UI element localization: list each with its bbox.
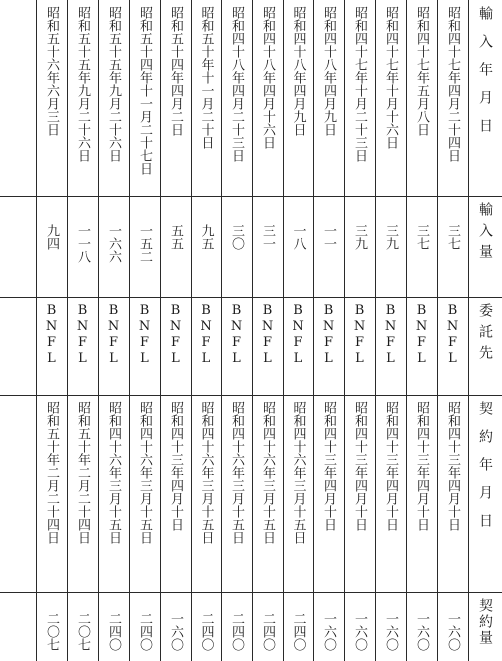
contract-date-cell [375,401,406,590]
consignee-cell [283,303,313,393]
import-date: 昭和五十四年十一月二十七日 [137,6,152,175]
contract-volume: 二四〇 [290,612,306,651]
import-volume-cell [375,202,406,295]
contract-date-cell [221,401,252,590]
contract-date-cell [129,401,160,590]
import-date-cell [344,6,375,194]
consignee: BNFL [414,303,429,367]
consignee-cell [221,303,252,393]
row-divider [0,196,502,197]
import-volume-cell [98,202,129,295]
import-date-cell [252,6,283,194]
consignee-cell [191,303,221,393]
import-volume: 九五 [198,224,214,250]
import-date: 昭和四十八年四月二十三日 [229,6,244,162]
import-date: 昭和四十七年十月十六日 [383,6,398,149]
contract-volume: 一六〇 [383,612,398,651]
contract-date-cell [160,401,191,590]
contract-volume-cell [283,598,313,659]
import-date: 昭和四十七年五月八日 [414,6,429,136]
import-date: 昭和四十八年四月九日 [290,6,306,136]
contract-date: 昭和四十六年三月十五日 [229,401,244,544]
import-date-cell [191,6,221,194]
contract-date-cell [313,401,344,590]
consignee-cell [406,303,437,393]
consignee-cell [67,303,98,393]
contract-date: 昭和四十三年四月十日 [414,401,429,531]
import-date-cell [160,6,191,194]
import-volume: 一一 [321,224,336,250]
consignee-cell [252,303,283,393]
contract-date-cell [283,401,313,590]
contract-date: 昭和四十三年四月十日 [383,401,398,531]
contract-volume: 一六〇 [352,612,367,651]
import-volume: 五五 [168,224,183,250]
contract-volume-cell [67,598,98,659]
contract-volume-cell [252,598,283,659]
import-volume: 一五二 [137,224,152,263]
import-date: 昭和四十七年十月二十三日 [352,6,367,162]
import-volume-cell [129,202,160,295]
contract-volume-cell [344,598,375,659]
import-date-cell [406,6,437,194]
contract-volume-cell [191,598,221,659]
contract-volume-cell [98,598,129,659]
consignee: BNFL [106,303,121,367]
contract-date: 昭和五十年二月二十四日 [44,401,59,544]
header-import-date: 輸入年月日 [477,6,493,146]
contract-volume: 一六〇 [414,612,429,651]
contract-date: 昭和四十六年三月十五日 [106,401,121,544]
contract-volume-cell [375,598,406,659]
header-import-volume: 輸入量 [477,202,493,265]
import-volume-cell [160,202,191,295]
contract-volume: 二四〇 [198,612,214,651]
import-date-cell [221,6,252,194]
contract-volume: 二四〇 [137,612,152,651]
header-contract-date-cell [468,401,502,590]
contract-date: 昭和四十六年三月十五日 [137,401,152,544]
contract-date: 昭和四十六年三月十五日 [290,401,306,544]
import-date-cell [129,6,160,194]
contract-date-cell [36,401,67,590]
import-date: 昭和五十五年九月二十六日 [106,6,121,162]
import-volume-cell [437,202,468,295]
import-volume-cell [283,202,313,295]
consignee-cell [98,303,129,393]
contract-volume-cell [129,598,160,659]
import-volume-cell [191,202,221,295]
header-import-volume-cell [468,202,502,295]
consignee: BNFL [198,303,214,367]
consignee: BNFL [137,303,152,367]
import-date: 昭和五十五年九月二十六日 [75,6,90,162]
contract-date-cell [252,401,283,590]
contract-date-cell [98,401,129,590]
contract-volume: 二四〇 [260,612,275,651]
import-date-cell [36,6,67,194]
import-volume: 三一 [260,224,275,250]
contract-volume: 二〇七 [75,612,90,651]
contract-date: 昭和五十年二月二十四日 [75,401,90,544]
import-volume: 三七 [414,224,429,250]
import-date-cell [313,6,344,194]
consignee: BNFL [168,303,183,367]
import-volume: 一一八 [75,224,90,263]
contract-volume: 一六〇 [168,612,183,651]
import-date-cell [98,6,129,194]
consignee-cell [313,303,344,393]
contract-date-cell [437,401,468,590]
import-volume: 一六六 [106,224,121,263]
contract-date: 昭和四十六年三月十五日 [198,401,214,544]
import-date: 昭和五十年十一月二十日 [198,6,214,149]
import-date: 昭和四十七年四月二十四日 [445,6,460,162]
contract-date: 昭和四十三年四月十日 [445,401,460,531]
import-date-cell [283,6,313,194]
import-volume: 三七 [445,224,460,250]
contract-volume: 一六〇 [445,612,460,651]
contract-date-cell [67,401,98,590]
contract-volume-cell [406,598,437,659]
import-volume: 三九 [352,224,367,250]
row-divider [0,395,502,396]
consignee: BNFL [352,303,367,367]
contract-date-cell [344,401,375,590]
contract-date: 昭和四十三年四月十日 [352,401,367,531]
import-volume-cell [313,202,344,295]
header-consignee: 委託先 [477,303,493,366]
contract-date: 昭和四十三年四月十日 [168,401,183,531]
row-divider [0,297,502,298]
import-date: 昭和四十八年四月九日 [321,6,336,136]
header-import-date-cell [468,6,502,194]
import-volume-cell [221,202,252,295]
import-volume-cell [36,202,67,295]
contract-volume-cell [36,598,67,659]
contract-volume: 一六〇 [321,612,336,651]
import-date: 昭和四十八年四月十六日 [260,6,275,149]
import-volume-cell [252,202,283,295]
import-volume-cell [344,202,375,295]
contract-volume: 二四〇 [106,612,121,651]
consignee: BNFL [44,303,59,367]
contract-date: 昭和四十三年四月十日 [321,401,336,531]
import-date-cell [437,6,468,194]
contract-volume-cell [160,598,191,659]
consignee-cell [437,303,468,393]
import-date: 昭和五十六年六月三日 [44,6,59,136]
consignee-cell [36,303,67,393]
import-volume: 三〇 [229,224,244,250]
contract-date-cell [191,401,221,590]
row-divider [0,592,502,593]
contract-date: 昭和四十六年三月十五日 [260,401,275,544]
consignee: BNFL [290,303,306,367]
consignee: BNFL [75,303,90,367]
import-volume-cell [67,202,98,295]
import-volume: 九四 [44,224,59,250]
consignee: BNFL [229,303,244,367]
contract-volume: 二〇七 [44,612,59,651]
header-contract-volume: 契約量 [477,598,493,646]
contract-volume-cell [437,598,468,659]
header-consignee-cell [468,303,502,393]
contract-date-cell [406,401,437,590]
consignee: BNFL [321,303,336,367]
header-contract-volume-cell [468,598,502,659]
import-date-cell [67,6,98,194]
consignee: BNFL [445,303,460,367]
contract-volume-cell [221,598,252,659]
consignee-cell [344,303,375,393]
consignee: BNFL [260,303,275,367]
header-contract-date: 契約年月日 [477,401,493,541]
consignee: BNFL [383,303,398,367]
import-date-cell [375,6,406,194]
contract-volume: 二四〇 [229,612,244,651]
consignee-cell [375,303,406,393]
contract-volume-cell [313,598,344,659]
import-volume-cell [406,202,437,295]
consignee-cell [129,303,160,393]
import-volume: 一八 [290,224,306,250]
import-volume: 三九 [383,224,398,250]
consignee-cell [160,303,191,393]
import-date: 昭和五十四年四月二日 [168,6,183,136]
